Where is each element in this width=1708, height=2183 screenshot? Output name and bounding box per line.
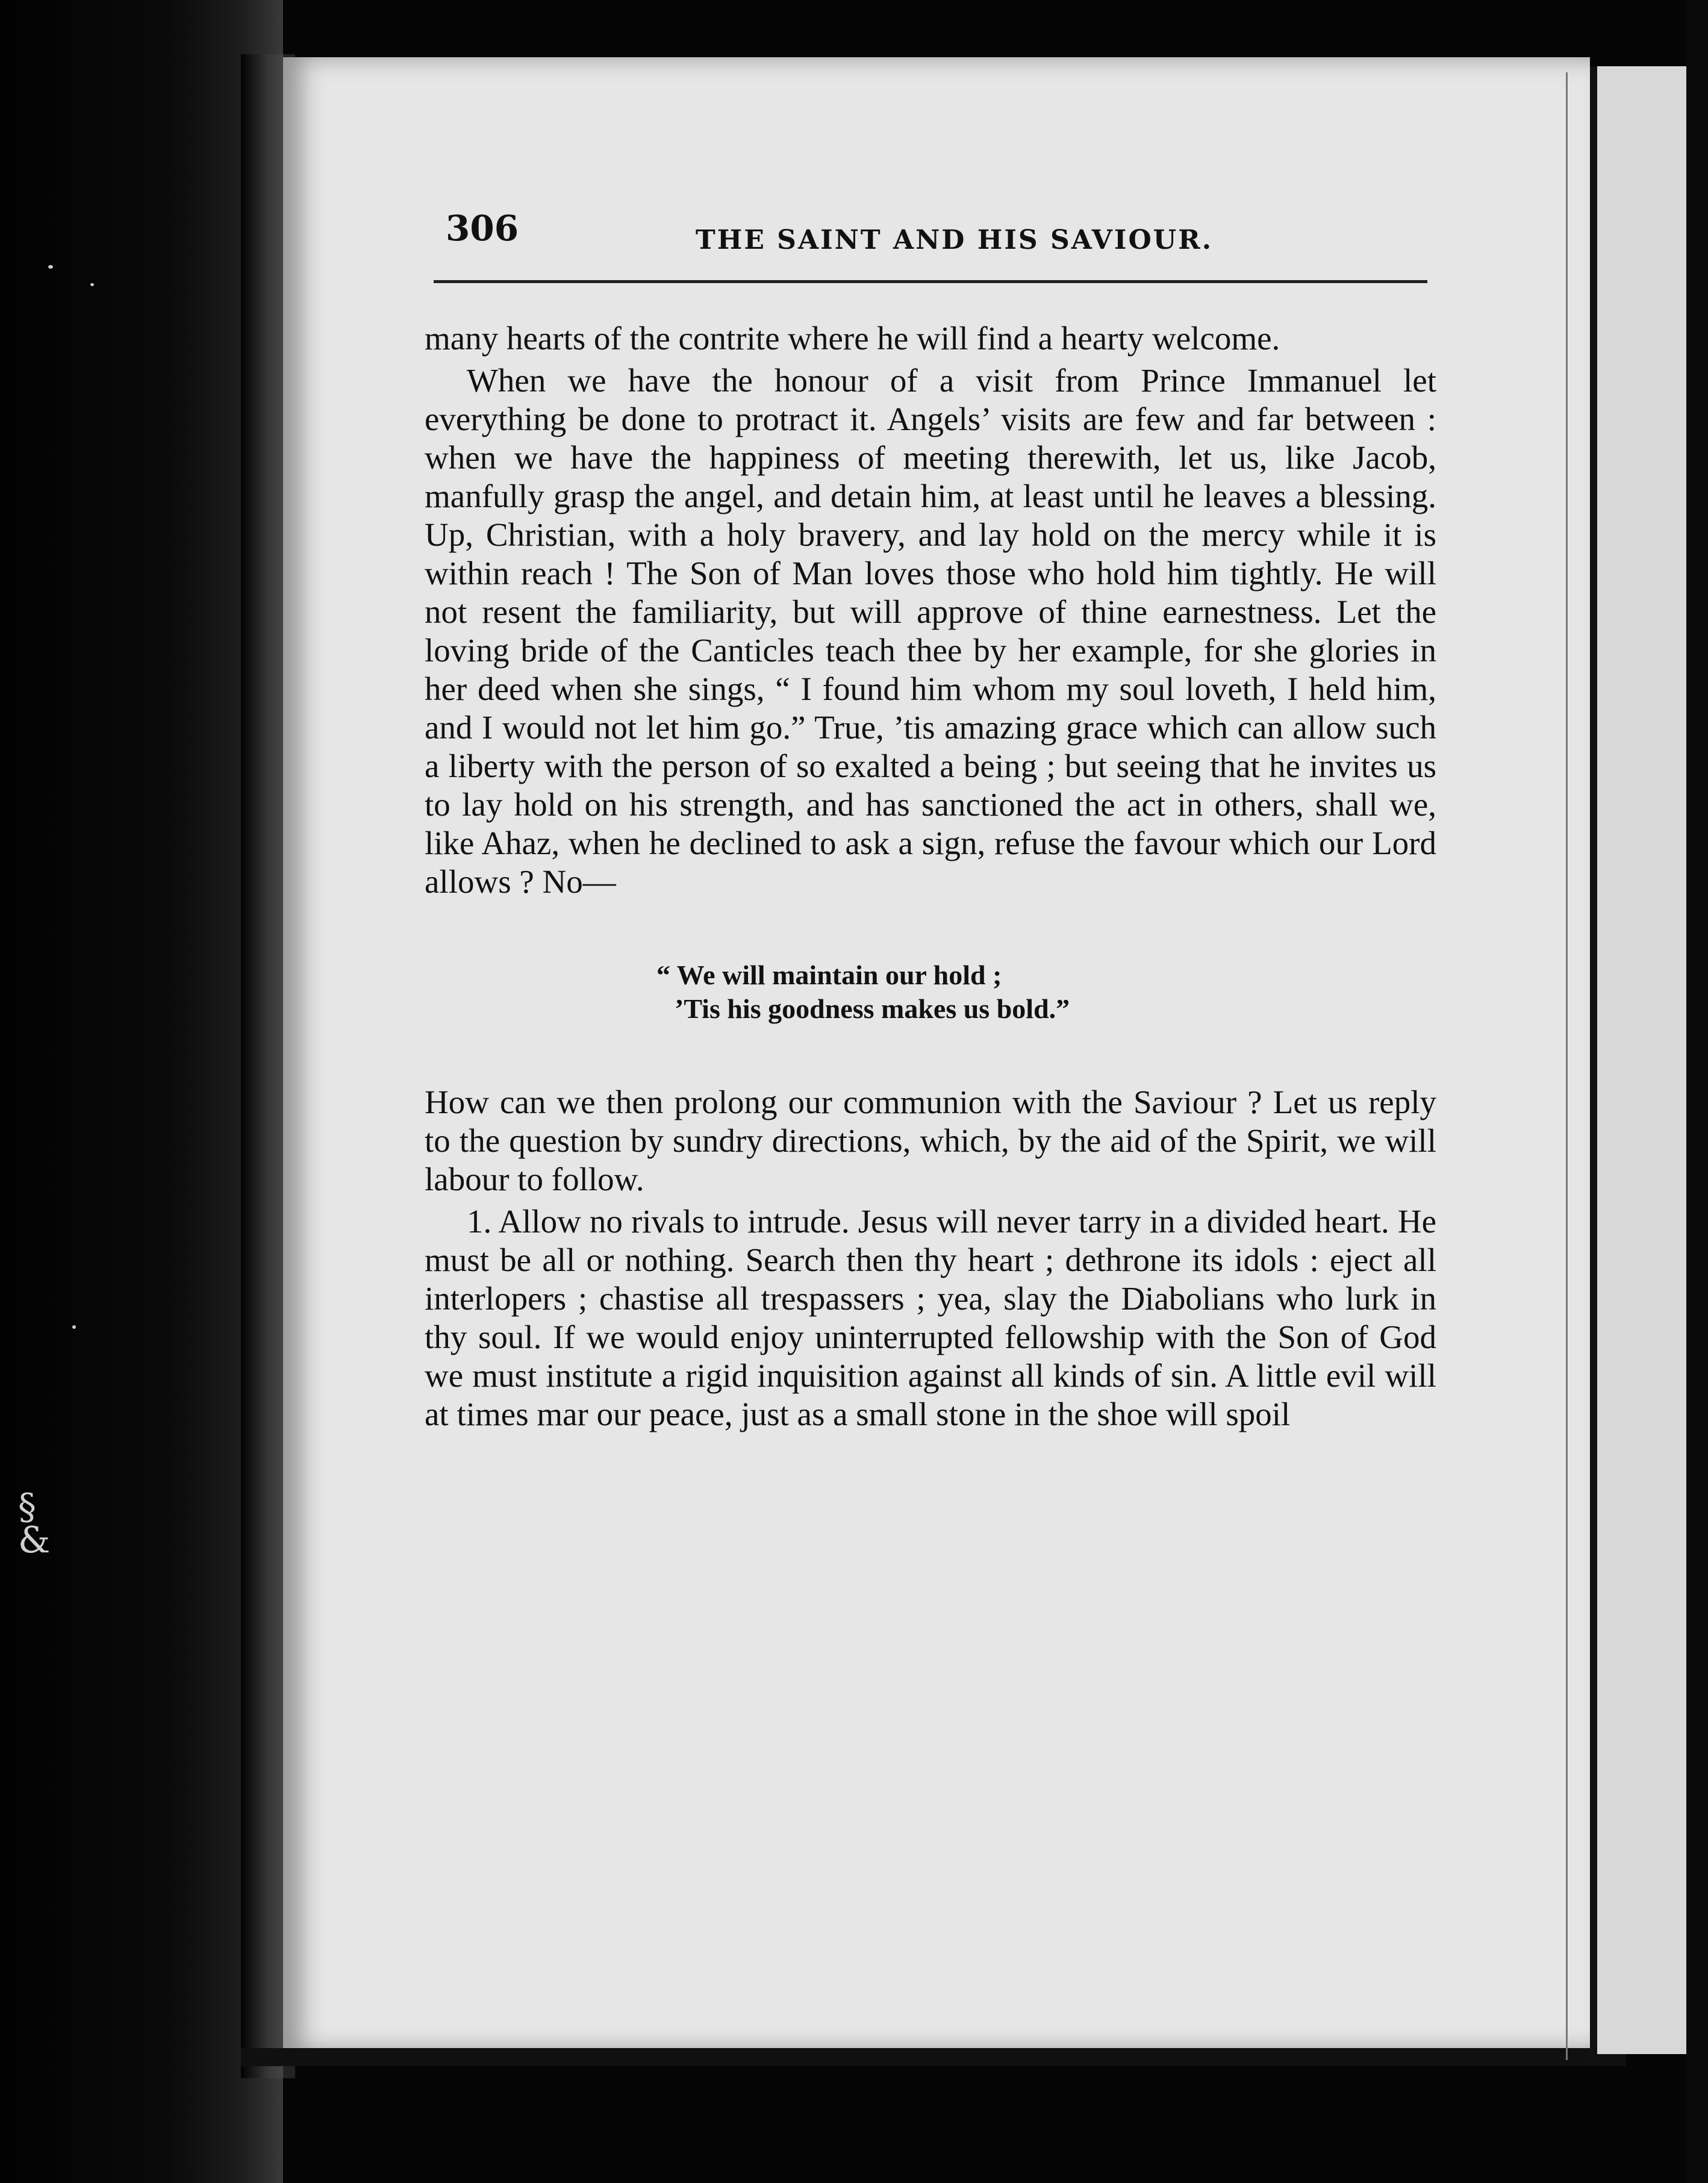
page-bottom-edge	[241, 2048, 1626, 2066]
verse-line: ’Tis his goodness makes us bold.”	[675, 993, 1070, 1024]
noise-speck	[90, 283, 94, 286]
verse-line: “ We will maintain our hold ;	[656, 960, 1002, 990]
page-fold-line	[1566, 72, 1568, 2060]
paragraph-no-rivals: 1. Allow no rivals to intrude. Jesus will never tarry in a divided heart. He must be all or nothing. Search then thy heart ; dethrone its idols : eject all interlopers ; chastise all trespassers ; yea, slay the Diabolians who lurk in thy soul. If we would enjoy uninterrupted fellowship with the Son of God we must institute a rigid inquisition against all kinds of sin. A little evil will at times mar our peace, just as a small stone in the shoe will spoil	[425, 1203, 1436, 1432]
paragraph-continuation: many hearts of the contrite where he will find a hearty welcome.	[425, 320, 1280, 357]
page-header	[446, 208, 1433, 274]
right-edge-shadow	[1686, 0, 1708, 2183]
noise-speck	[72, 1325, 76, 1329]
page-number: 306	[446, 208, 519, 249]
quoted-verse	[425, 958, 1436, 1026]
gutter-line	[1590, 66, 1597, 2066]
running-title: THE SAINT AND HIS SAVIOUR.	[696, 225, 1214, 255]
margin-smudge-mark: § &	[18, 1486, 51, 1561]
paragraph-prolong-communion: How can we then prolong our communion with the Saviour ? Let us reply to the question by sundry directions, which, by the aid of the Spirit, we will labour to follow.	[425, 1084, 1436, 1198]
noise-speck	[48, 265, 53, 269]
paragraph-prince-immanuel: When we have the honour of a visit from Prince Immanuel let everything be done to protract it. Angels’ visits are few and far between : when we have the happiness of meeting therewith, let us, like Jacob, manfully grasp the angel, and detain him, at least until he leaves a blessing. Up, Christian, with a holy bravery, and lay hold on the mercy while it is within reach ! The Son of Man loves those who hold him tightly. He will not resent the familiarity, but will approve of thine earnestness. Let the loving bride of the Canticles teach thee by her example, for she glories in her deed when she sings, “ I found him whom my soul loveth, I held him, and I would not let him go.” True, ’tis amazing grace which can allow such a liberty with the person of so exalted a being ; but seeing that he invites us to lay hold on his strength, and has sanctioned the act in others, shall we, like Ahaz, when he declined to ask a sign, refuse the favour which our Lord allows ? No—	[425, 362, 1436, 900]
header-rule	[434, 280, 1427, 283]
page-body	[425, 319, 1436, 1437]
